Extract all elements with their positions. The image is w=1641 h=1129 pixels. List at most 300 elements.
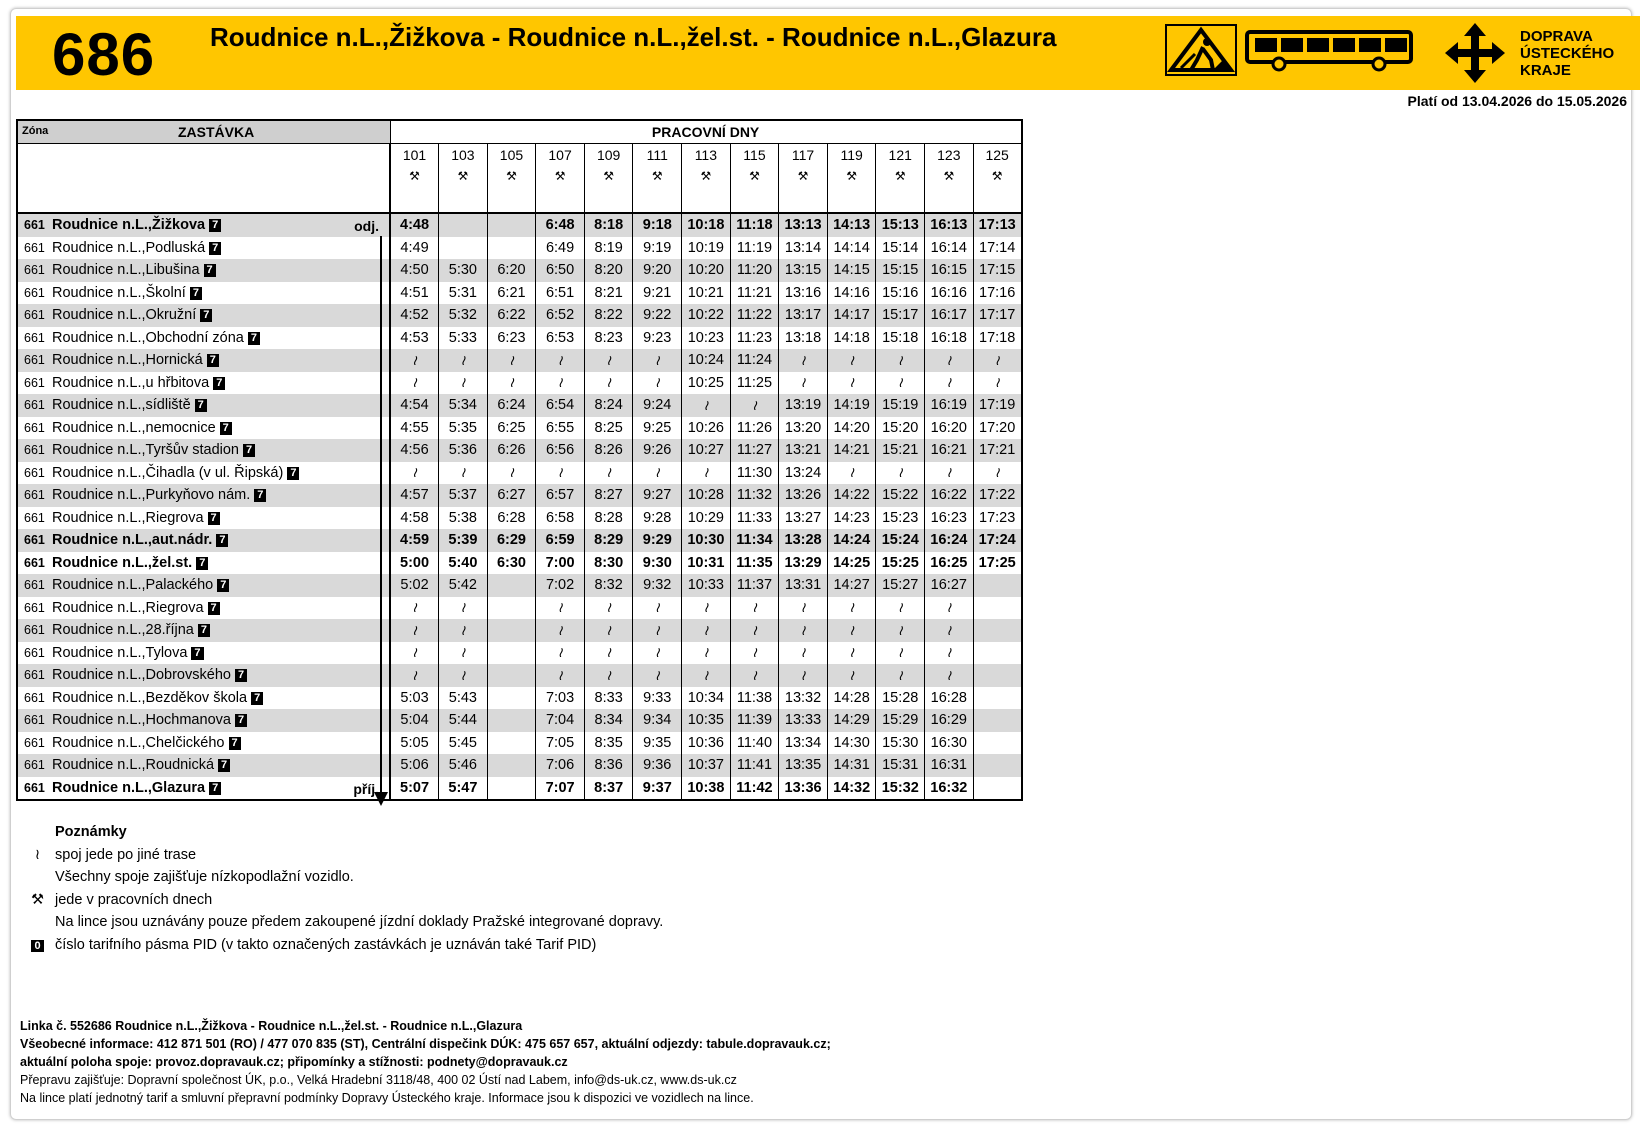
departure-time: ≀ — [584, 372, 633, 395]
stop-cell — [17, 372, 390, 395]
departure-time: 6:55 — [536, 417, 585, 440]
departure-time: ≀ — [779, 597, 828, 620]
stop-cell — [17, 597, 390, 620]
departure-time: 5:04 — [390, 709, 439, 732]
note-item — [20, 892, 212, 908]
departure-time: 9:32 — [633, 574, 682, 597]
stop-name: Roudnice n.L.,Žižkova — [52, 217, 206, 234]
stop-zone: 661 — [24, 780, 45, 795]
tariff-zone-badge: 7 — [209, 242, 221, 255]
tariff-zone-badge: 7 — [209, 782, 221, 795]
footer-contacts: Všeobecné informace: 412 871 501 (RO) / 477 070 835 (ST), Centrální dispečink DÚK: 475 657 657, aktuální odjezdy: tabule.dopravauk.cz; — [20, 1037, 831, 1051]
departure-time: ≀ — [682, 642, 731, 665]
zone-header — [17, 120, 390, 144]
stop-name: Roudnice n.L.,Dobrovského — [52, 667, 231, 684]
trip-header — [973, 144, 1022, 214]
departure-time: 13:26 — [779, 484, 828, 507]
departure-time: ≀ — [827, 642, 876, 665]
departure-time: ≀ — [390, 597, 439, 620]
departure-time: ≀ — [439, 349, 488, 372]
timetable-row — [17, 439, 1022, 462]
departure-time: 13:13 — [779, 213, 828, 237]
stop-name: Roudnice n.L.,Chelčického — [52, 734, 225, 751]
departure-time: ≀ — [730, 642, 779, 665]
departure-time: ≀ — [730, 597, 779, 620]
departure-time: 15:22 — [876, 484, 925, 507]
departure-time: 14:29 — [827, 709, 876, 732]
departure-time: 13:17 — [779, 304, 828, 327]
trip-number: 125 — [985, 147, 1009, 163]
departure-time — [973, 709, 1022, 732]
stop-cell — [17, 732, 390, 755]
departure-time: ≀ — [876, 349, 925, 372]
departure-time: ≀ — [779, 372, 828, 395]
departure-time: ≀ — [390, 462, 439, 485]
note-text: jede v pracovních dnech — [55, 891, 213, 908]
departure-time: 11:30 — [730, 462, 779, 485]
stop-zone: 661 — [24, 465, 45, 480]
timetable-row — [17, 417, 1022, 440]
departure-time: ≀ — [876, 642, 925, 665]
departure-time: ≀ — [390, 349, 439, 372]
departure-time: 10:28 — [682, 484, 731, 507]
departure-time: ≀ — [925, 372, 974, 395]
departure-time: ≀ — [730, 664, 779, 687]
tariff-zone-badge: 7 — [218, 759, 230, 772]
departure-time: 15:17 — [876, 304, 925, 327]
departure-time: ≀ — [973, 372, 1022, 395]
footer-tariff: Na lince platí jednotný tarif a smluvní přepravní podmínky Dopravy Ústeckého kraje. Informace jsou k dispozici ve vozidlech na lince. — [20, 1091, 754, 1105]
departure-time: 8:36 — [584, 754, 633, 777]
note-text: Na lince jsou uznávány pouze předem zakoupené jízdní doklady Pražské integrované dopravy. — [55, 914, 664, 930]
trip-header — [633, 144, 682, 214]
stop-cell — [17, 709, 390, 732]
tariff-zone-badge: 7 — [196, 557, 208, 570]
departure-time: 5:31 — [439, 282, 488, 305]
timetable-row — [17, 664, 1022, 687]
stop-zone: 661 — [24, 240, 45, 255]
departure-time: 13:32 — [779, 687, 828, 710]
timetable — [16, 119, 1023, 801]
departure-time: 15:31 — [876, 754, 925, 777]
trip-header — [827, 144, 876, 214]
stop-zone: 661 — [24, 308, 45, 323]
departure-time: 6:50 — [536, 259, 585, 282]
departure-time — [487, 213, 536, 237]
departure-time: 8:29 — [584, 529, 633, 552]
departure-time: 14:30 — [827, 732, 876, 755]
departure-time: ≀ — [730, 394, 779, 417]
departure-time: 16:21 — [925, 439, 974, 462]
departure-time: ≀ — [439, 664, 488, 687]
departure-time: 5:35 — [439, 417, 488, 440]
departure-time: 8:32 — [584, 574, 633, 597]
departure-time: 13:14 — [779, 237, 828, 260]
tariff-zone-badge: 7 — [208, 512, 220, 525]
departure-time: 5:47 — [439, 777, 488, 801]
trip-header — [876, 144, 925, 214]
stop-cell — [17, 619, 390, 642]
departure-time: ≀ — [439, 462, 488, 485]
departure-time: 5:39 — [439, 529, 488, 552]
departure-time: 10:33 — [682, 574, 731, 597]
departure-time: 14:31 — [827, 754, 876, 777]
departure-time: 17:15 — [973, 259, 1022, 282]
departure-time: 15:20 — [876, 417, 925, 440]
departure-time: 11:37 — [730, 574, 779, 597]
stop-cell — [17, 213, 390, 237]
departure-time: 13:18 — [779, 327, 828, 350]
trip-number: 111 — [646, 147, 668, 163]
departure-time: 6:30 — [487, 552, 536, 575]
workday-icon: ⚒ — [700, 169, 712, 183]
departure-time: 4:50 — [390, 259, 439, 282]
departure-time: 6:24 — [487, 394, 536, 417]
departure-time: 10:20 — [682, 259, 731, 282]
departure-time: 11:40 — [730, 732, 779, 755]
timetable-row — [17, 642, 1022, 665]
departure-time: ≀ — [536, 462, 585, 485]
stop-zone: 661 — [24, 758, 45, 773]
departure-time: 8:33 — [584, 687, 633, 710]
departure-time: 9:33 — [633, 687, 682, 710]
stop-cell — [17, 282, 390, 305]
trip-number: 105 — [499, 147, 524, 163]
departure-time: 9:36 — [633, 754, 682, 777]
stop-zone: 661 — [24, 263, 45, 278]
tariff-zone-badge: 7 — [195, 399, 207, 412]
tariff-zone-badge: 7 — [254, 489, 266, 502]
stop-cell — [17, 552, 390, 575]
stop-name: Roudnice n.L.,Podluská — [52, 239, 206, 256]
stop-name: Roudnice n.L.,Hornická — [52, 352, 203, 369]
departure-time: 14:14 — [827, 237, 876, 260]
stop-name: Roudnice n.L.,Riegrova — [52, 599, 204, 616]
workday-icon: ⚒ — [603, 169, 615, 183]
workday-icon: ⚒ — [409, 169, 420, 183]
departure-time: 6:57 — [536, 484, 585, 507]
stop-zone: 661 — [24, 420, 45, 435]
stop-header-label: ZASTÁVKA — [178, 124, 255, 140]
stop-zone: 661 — [24, 713, 45, 728]
stop-name: Roudnice n.L.,Bezděkov škola — [52, 689, 248, 706]
departure-time: 17:14 — [973, 237, 1022, 260]
departure-time: 15:13 — [876, 213, 925, 237]
departure-time — [487, 709, 536, 732]
stop-zone: 661 — [24, 330, 45, 345]
footer-operator: Přepravu zajišťuje: Dopravní společnost ÚK, p.o., Velká Hradební 3118/48, 400 02 Ústí nad Labem, info@ds-uk.cz, www.ds-uk.cz — [20, 1073, 737, 1087]
departure-time — [487, 754, 536, 777]
route-title: Roudnice n.L.,Žižkova - Roudnice n.L.,žel.st. - Roudnice n.L.,Glazura — [210, 22, 1057, 52]
departure-time: 16:31 — [925, 754, 974, 777]
notes-title: Poznámky — [55, 824, 127, 840]
trip-number: 119 — [840, 147, 863, 163]
timetable-row — [17, 349, 1022, 372]
departure-time: 15:23 — [876, 507, 925, 530]
departure-time: 15:18 — [876, 327, 925, 350]
departure-time: 16:15 — [925, 259, 974, 282]
departure-time: 11:22 — [730, 304, 779, 327]
stop-header-spacer — [17, 144, 390, 214]
timetable-row — [17, 552, 1022, 575]
departure-time: ≀ — [876, 619, 925, 642]
departure-time: 6:21 — [487, 282, 536, 305]
workday-icon: ⚒ — [846, 169, 858, 183]
tariff-zone-badge: 7 — [248, 332, 260, 345]
trip-header — [439, 144, 488, 214]
departure-time: 7:04 — [536, 709, 585, 732]
departure-time: ≀ — [487, 372, 536, 395]
departure-time: 9:34 — [633, 709, 682, 732]
bus-icon — [1245, 30, 1415, 72]
departure-time: ≀ — [536, 619, 585, 642]
trip-header — [730, 144, 779, 214]
workday-icon: ⚒ — [797, 169, 809, 183]
departure-time: ≀ — [633, 664, 682, 687]
workday-icon: ⚒ — [651, 169, 663, 183]
departure-time — [973, 732, 1022, 755]
departure-time: 14:15 — [827, 259, 876, 282]
departure-time: 16:29 — [925, 709, 974, 732]
stop-zone: 661 — [24, 398, 45, 413]
departure-time: 13:19 — [779, 394, 828, 417]
departure-time: 4:48 — [390, 213, 439, 237]
departure-time: 5:38 — [439, 507, 488, 530]
departure-time: 6:49 — [536, 237, 585, 260]
stop-zone: 661 — [24, 668, 45, 683]
trip-number: 117 — [791, 147, 815, 163]
departure-time: 5:45 — [439, 732, 488, 755]
timetable-row — [17, 597, 1022, 620]
stop-name: Roudnice n.L.,Hochmanova — [52, 712, 231, 729]
departure-time: 6:54 — [536, 394, 585, 417]
workday-icon: ⚒ — [749, 169, 760, 183]
departure-time: ≀ — [536, 642, 585, 665]
trip-header — [487, 144, 536, 214]
departure-time: 9:27 — [633, 484, 682, 507]
workday-icon: ⚒ — [943, 169, 955, 183]
stop-name: Roudnice n.L.,Roudnická — [52, 757, 215, 774]
departure-time: 16:28 — [925, 687, 974, 710]
departure-time: 9:37 — [633, 777, 682, 801]
departure-time: ≀ — [730, 619, 779, 642]
departure-time: 15:27 — [876, 574, 925, 597]
departure-time: 7:07 — [536, 777, 585, 801]
logo-line: DOPRAVA — [1520, 28, 1593, 45]
departure-time: 6:58 — [536, 507, 585, 530]
departure-time: 9:28 — [633, 507, 682, 530]
departure-time: 11:25 — [730, 372, 779, 395]
footer-line-info: Linka č. 552686 Roudnice n.L.,Žižkova - Roudnice n.L.,žel.st. - Roudnice n.L.,Glazura — [20, 1019, 523, 1033]
timetable-row — [17, 732, 1022, 755]
departure-time: 8:21 — [584, 282, 633, 305]
workday-icon: ⚒ — [457, 169, 469, 183]
departure-time: ≀ — [439, 372, 488, 395]
stop-cell — [17, 439, 390, 462]
direction-arrow-line — [380, 236, 382, 801]
departure-time: 5:06 — [390, 754, 439, 777]
departure-time: 17:21 — [973, 439, 1022, 462]
departure-time: 9:30 — [633, 552, 682, 575]
departure-time: 5:33 — [439, 327, 488, 350]
stop-cell — [17, 349, 390, 372]
departure-time: 13:28 — [779, 529, 828, 552]
departure-time: ≀ — [390, 664, 439, 687]
trip-number: 121 — [888, 147, 912, 163]
departure-time: 7:05 — [536, 732, 585, 755]
trip-header — [536, 144, 585, 214]
departure-time: 15:14 — [876, 237, 925, 260]
departure-time: ≀ — [633, 619, 682, 642]
departure-time: 11:20 — [730, 259, 779, 282]
departure-time — [487, 642, 536, 665]
departure-time: ≀ — [584, 664, 633, 687]
departure-time: 16:19 — [925, 394, 974, 417]
trip-number: 101 — [402, 147, 427, 163]
departure-time: 14:20 — [827, 417, 876, 440]
departure-time: 15:19 — [876, 394, 925, 417]
departure-time: 9:23 — [633, 327, 682, 350]
departure-time: 10:26 — [682, 417, 731, 440]
timetable-row — [17, 709, 1022, 732]
departure-time: 11:18 — [730, 213, 779, 237]
departure-time: 5:30 — [439, 259, 488, 282]
departure-time — [487, 732, 536, 755]
departure-time: 10:38 — [682, 777, 731, 801]
departure-time: 6:25 — [487, 417, 536, 440]
departure-time: 5:02 — [390, 574, 439, 597]
trip-numbers-row — [17, 144, 1022, 214]
departure-time: 16:20 — [925, 417, 974, 440]
note-symbol-icon: ≀ — [34, 846, 41, 863]
stop-zone: 661 — [24, 578, 45, 593]
departure-time: 11:19 — [730, 237, 779, 260]
departure-time: ≀ — [827, 619, 876, 642]
trip-header — [779, 144, 828, 214]
direction-arrow-head — [374, 792, 388, 806]
stop-name: Roudnice n.L.,Tyršův stadion — [52, 442, 239, 459]
stop-zone: 661 — [24, 533, 45, 548]
departure-time: 4:54 — [390, 394, 439, 417]
tariff-zone-badge: 7 — [235, 714, 247, 727]
departure-time: ≀ — [973, 462, 1022, 485]
workday-icon: ⚒ — [991, 169, 1003, 183]
tariff-zone-badge: 7 — [287, 467, 299, 480]
departure-time: 5:40 — [439, 552, 488, 575]
departure-time: 14:17 — [827, 304, 876, 327]
departure-time: 4:58 — [390, 507, 439, 530]
zone-header-label: Zóna — [22, 125, 49, 137]
departure-time — [973, 642, 1022, 665]
departure-time: 6:53 — [536, 327, 585, 350]
timetable-row — [17, 304, 1022, 327]
departure-time: 6:26 — [487, 439, 536, 462]
stop-name: Roudnice n.L.,28.října — [52, 622, 194, 639]
departure-time: ≀ — [633, 462, 682, 485]
departure-time: 10:27 — [682, 439, 731, 462]
departure-time: 8:25 — [584, 417, 633, 440]
stop-name: Roudnice n.L.,Palackého — [52, 577, 214, 594]
departure-time: 17:22 — [973, 484, 1022, 507]
departure-time — [487, 687, 536, 710]
departure-time: ≀ — [925, 349, 974, 372]
departure-time: 7:03 — [536, 687, 585, 710]
stop-name: Roudnice n.L.,Obchodní zóna — [52, 329, 244, 346]
departure-time: 16:14 — [925, 237, 974, 260]
timetable-row — [17, 484, 1022, 507]
departure-time: 5:00 — [390, 552, 439, 575]
note-symbol — [20, 892, 55, 908]
note-symbol — [20, 937, 55, 953]
departure-time: 5:37 — [439, 484, 488, 507]
departure-time: 15:32 — [876, 777, 925, 801]
roadworks-icon — [1165, 24, 1237, 76]
departure-time: 8:23 — [584, 327, 633, 350]
timetable-row — [17, 372, 1022, 395]
stop-cell — [17, 304, 390, 327]
stop-name: Roudnice n.L.,u hřbitova — [52, 374, 210, 391]
timetable-row — [17, 394, 1022, 417]
departure-time: 14:24 — [827, 529, 876, 552]
stop-zone: 661 — [24, 218, 45, 233]
stop-cell — [17, 484, 390, 507]
logo-line: KRAJE — [1520, 62, 1571, 79]
departure-time: 15:25 — [876, 552, 925, 575]
departure-time: 5:03 — [390, 687, 439, 710]
departure-time: 8:18 — [584, 213, 633, 237]
departure-time — [487, 619, 536, 642]
stop-cell — [17, 394, 390, 417]
departure-time — [973, 597, 1022, 620]
departure-time: 5:07 — [390, 777, 439, 801]
stop-cell — [17, 642, 390, 665]
departure-time: 7:00 — [536, 552, 585, 575]
departure-time: 6:52 — [536, 304, 585, 327]
departure-time: 4:59 — [390, 529, 439, 552]
departure-time: ≀ — [536, 372, 585, 395]
departure-time: 16:24 — [925, 529, 974, 552]
departure-time: ≀ — [682, 394, 731, 417]
departure-time: ≀ — [973, 349, 1022, 372]
trip-header — [584, 144, 633, 214]
note-item — [20, 914, 663, 930]
tariff-zone-badge: 7 — [204, 264, 216, 277]
departure-time — [487, 574, 536, 597]
departure-time: 9:21 — [633, 282, 682, 305]
departure-time: 16:17 — [925, 304, 974, 327]
stop-name: Roudnice n.L.,Školní — [52, 284, 186, 301]
departure-time: ≀ — [390, 642, 439, 665]
departure-time: ≀ — [925, 664, 974, 687]
departure-time: 9:26 — [633, 439, 682, 462]
departure-time: 6:56 — [536, 439, 585, 462]
note-item — [20, 937, 596, 953]
departure-time — [973, 754, 1022, 777]
departure-time: 10:35 — [682, 709, 731, 732]
departure-time — [973, 777, 1022, 801]
departure-time: 9:29 — [633, 529, 682, 552]
departure-time: 16:30 — [925, 732, 974, 755]
departure-time: 5:32 — [439, 304, 488, 327]
departure-time: 11:27 — [730, 439, 779, 462]
departure-time: 11:33 — [730, 507, 779, 530]
departure-time: 10:21 — [682, 282, 731, 305]
timetable-row — [17, 619, 1022, 642]
departure-time: ≀ — [584, 619, 633, 642]
note-item — [20, 869, 354, 885]
departure-time — [487, 237, 536, 260]
days-header: PRACOVNÍ DNY — [390, 120, 1022, 144]
